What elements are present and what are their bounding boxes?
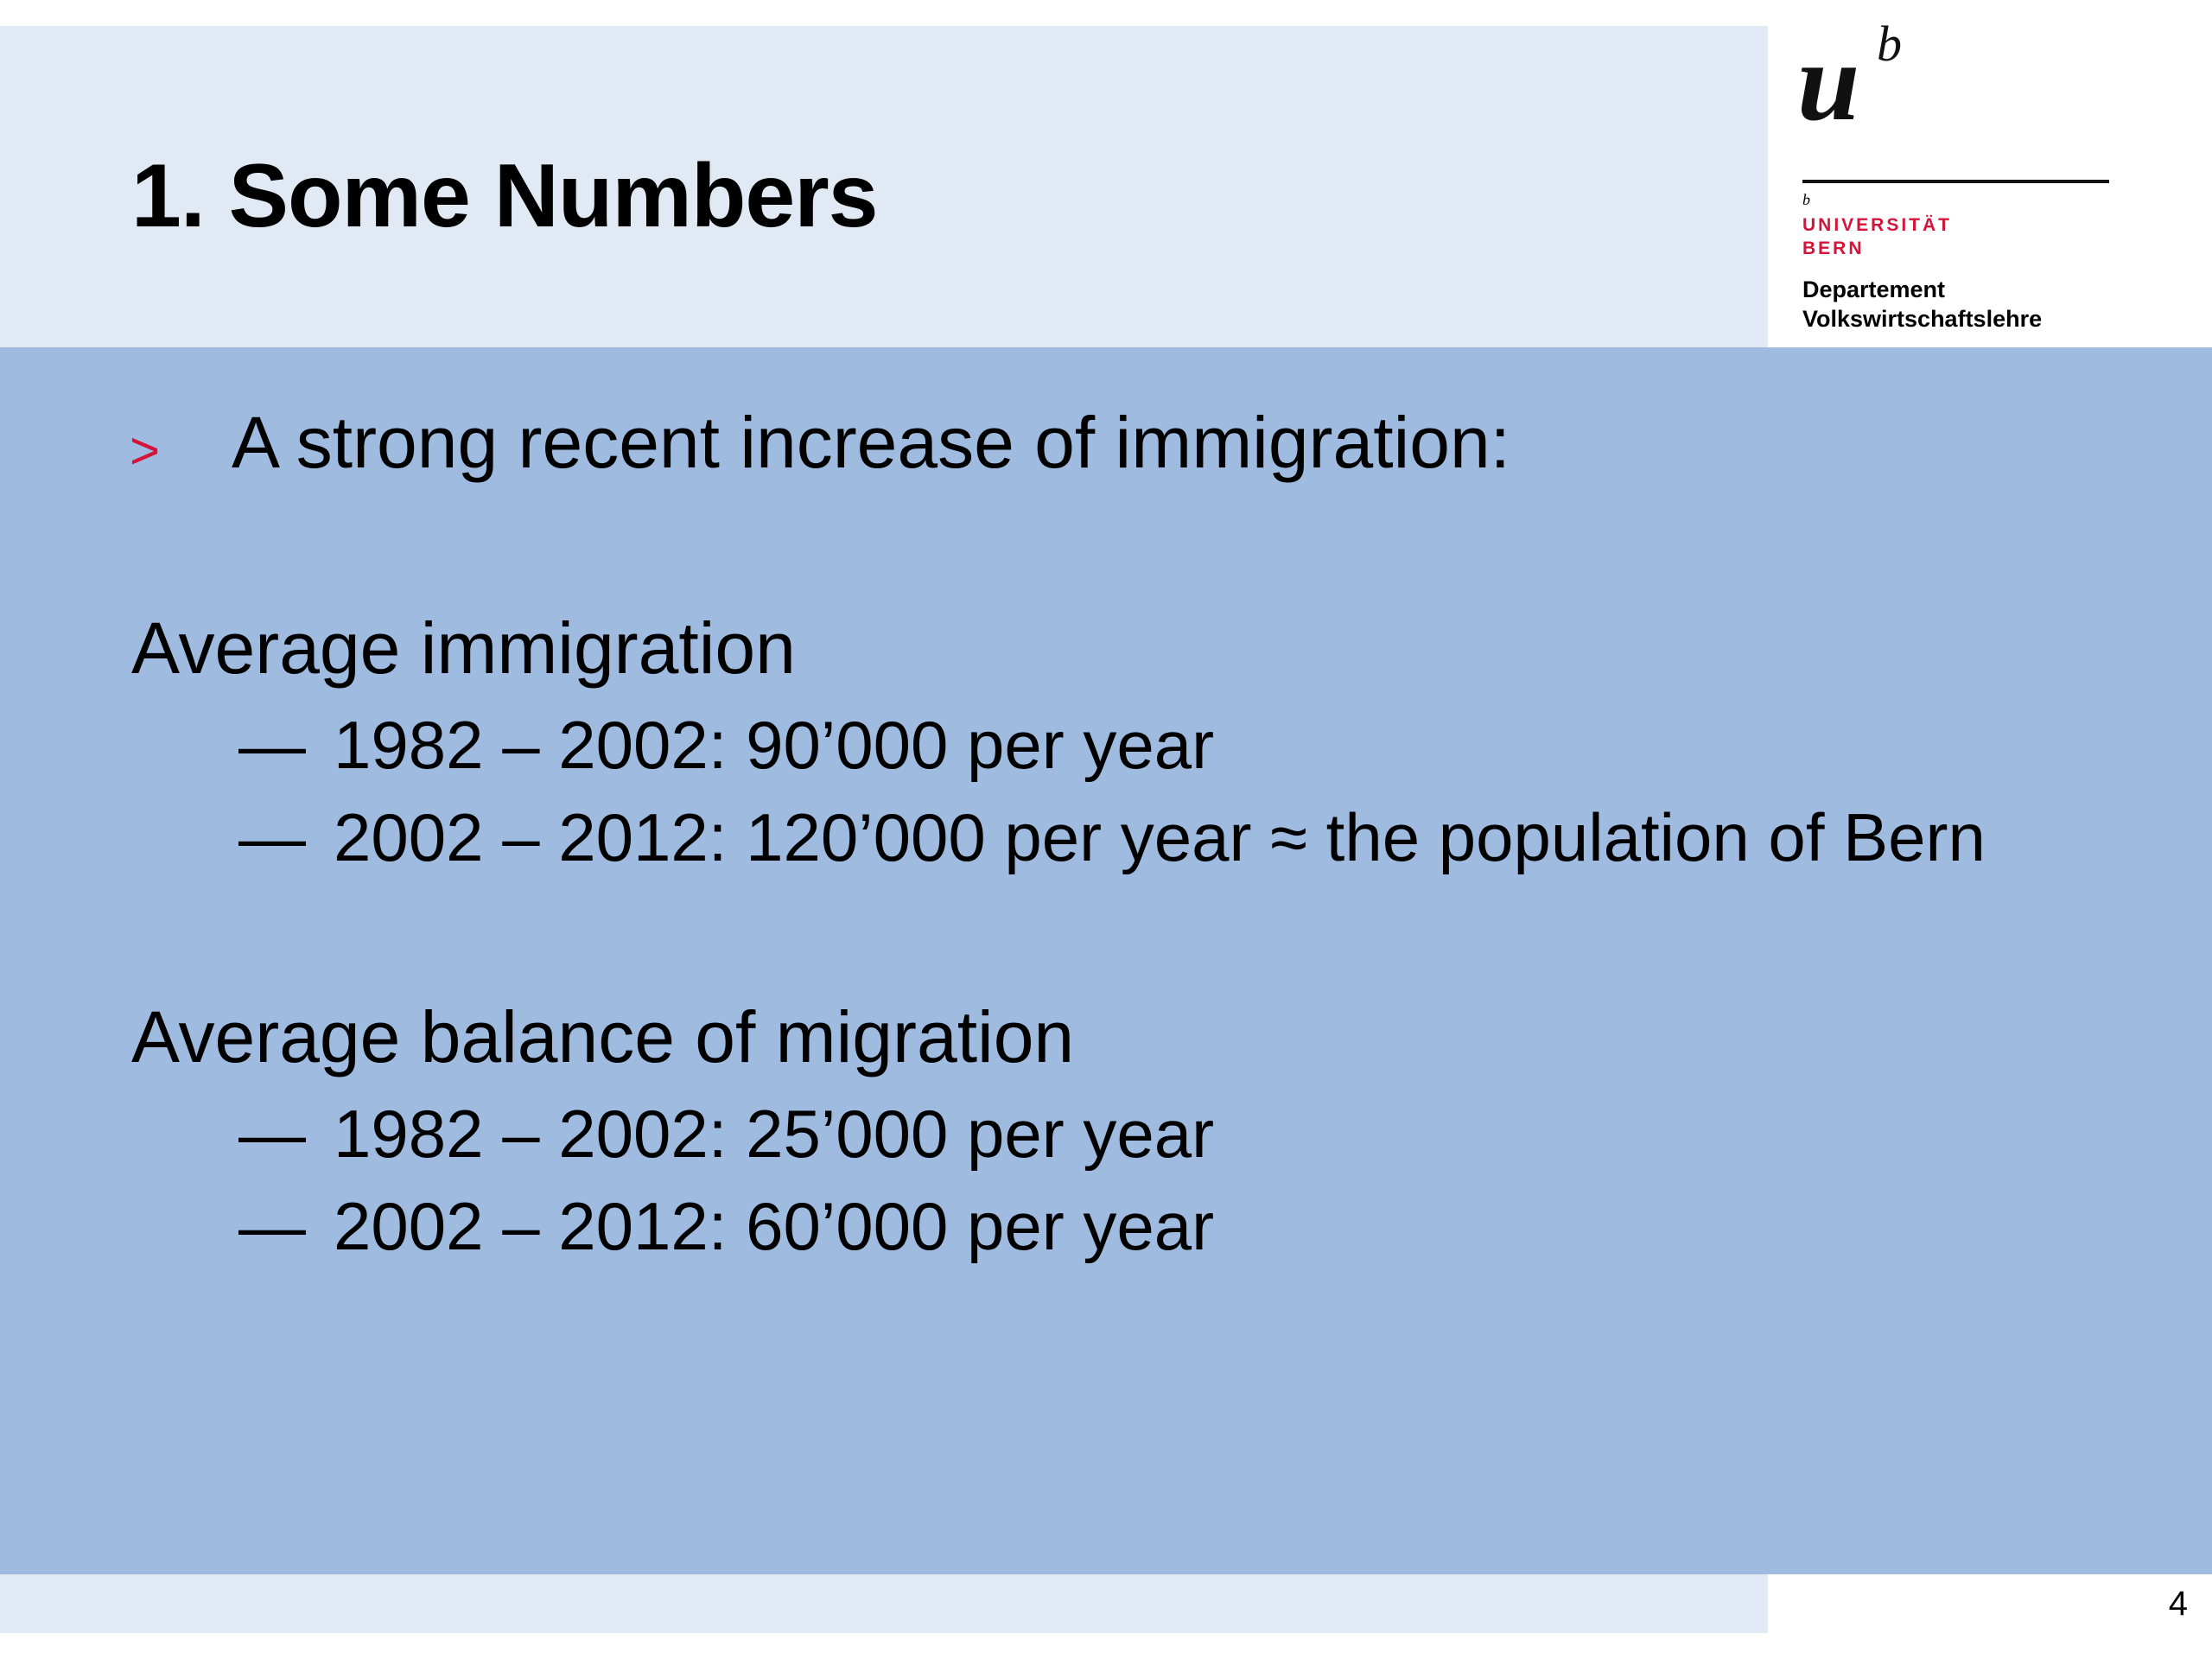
list-item-text: 2002 – 2012: 120’000 per year ≈ the population of Bern [334, 799, 1986, 875]
bullet-arrow-icon: > [130, 422, 161, 480]
section-heading-immigration: Average immigration [131, 607, 796, 689]
ub-logo-mark-icon [1797, 17, 1927, 138]
list-item-text: 1982 – 2002: 25’000 per year [334, 1096, 1215, 1172]
dash-marker: — [238, 1096, 306, 1172]
list-item [238, 1096, 1215, 1172]
slide-title: 1. Some Numbers [131, 146, 878, 246]
university-name [1802, 213, 1952, 260]
section-heading-balance: Average balance of migration [131, 996, 1075, 1077]
list-item-text: 2002 – 2012: 60’000 per year [334, 1188, 1215, 1264]
logo-divider [1802, 180, 2109, 183]
lead-bullet-text: A strong recent increase of immigration: [232, 402, 1511, 483]
dash-marker: — [238, 799, 306, 875]
university-line-2: BERN [1802, 238, 1865, 258]
logo-small-b: b [1802, 191, 1810, 208]
list-item [238, 1188, 1215, 1264]
logo-mark-superscript: b [1877, 17, 1902, 72]
university-line-1: UNIVERSITÄT [1802, 215, 1953, 235]
department-line-1: Departement [1802, 276, 1946, 302]
content-band [0, 347, 2212, 1574]
list-item [238, 799, 1986, 875]
page-number: 4 [2168, 1585, 2188, 1623]
footer-band [0, 1574, 1768, 1633]
department-line-2: Volkswirtschaftslehre [1802, 306, 2043, 332]
dash-marker: — [238, 707, 306, 783]
dash-marker: — [238, 1188, 306, 1264]
logo-mark-letter: u [1797, 20, 1860, 138]
department-name [1802, 275, 2042, 334]
list-item-text: 1982 – 2002: 90’000 per year [334, 707, 1215, 783]
list-item [238, 707, 1215, 783]
